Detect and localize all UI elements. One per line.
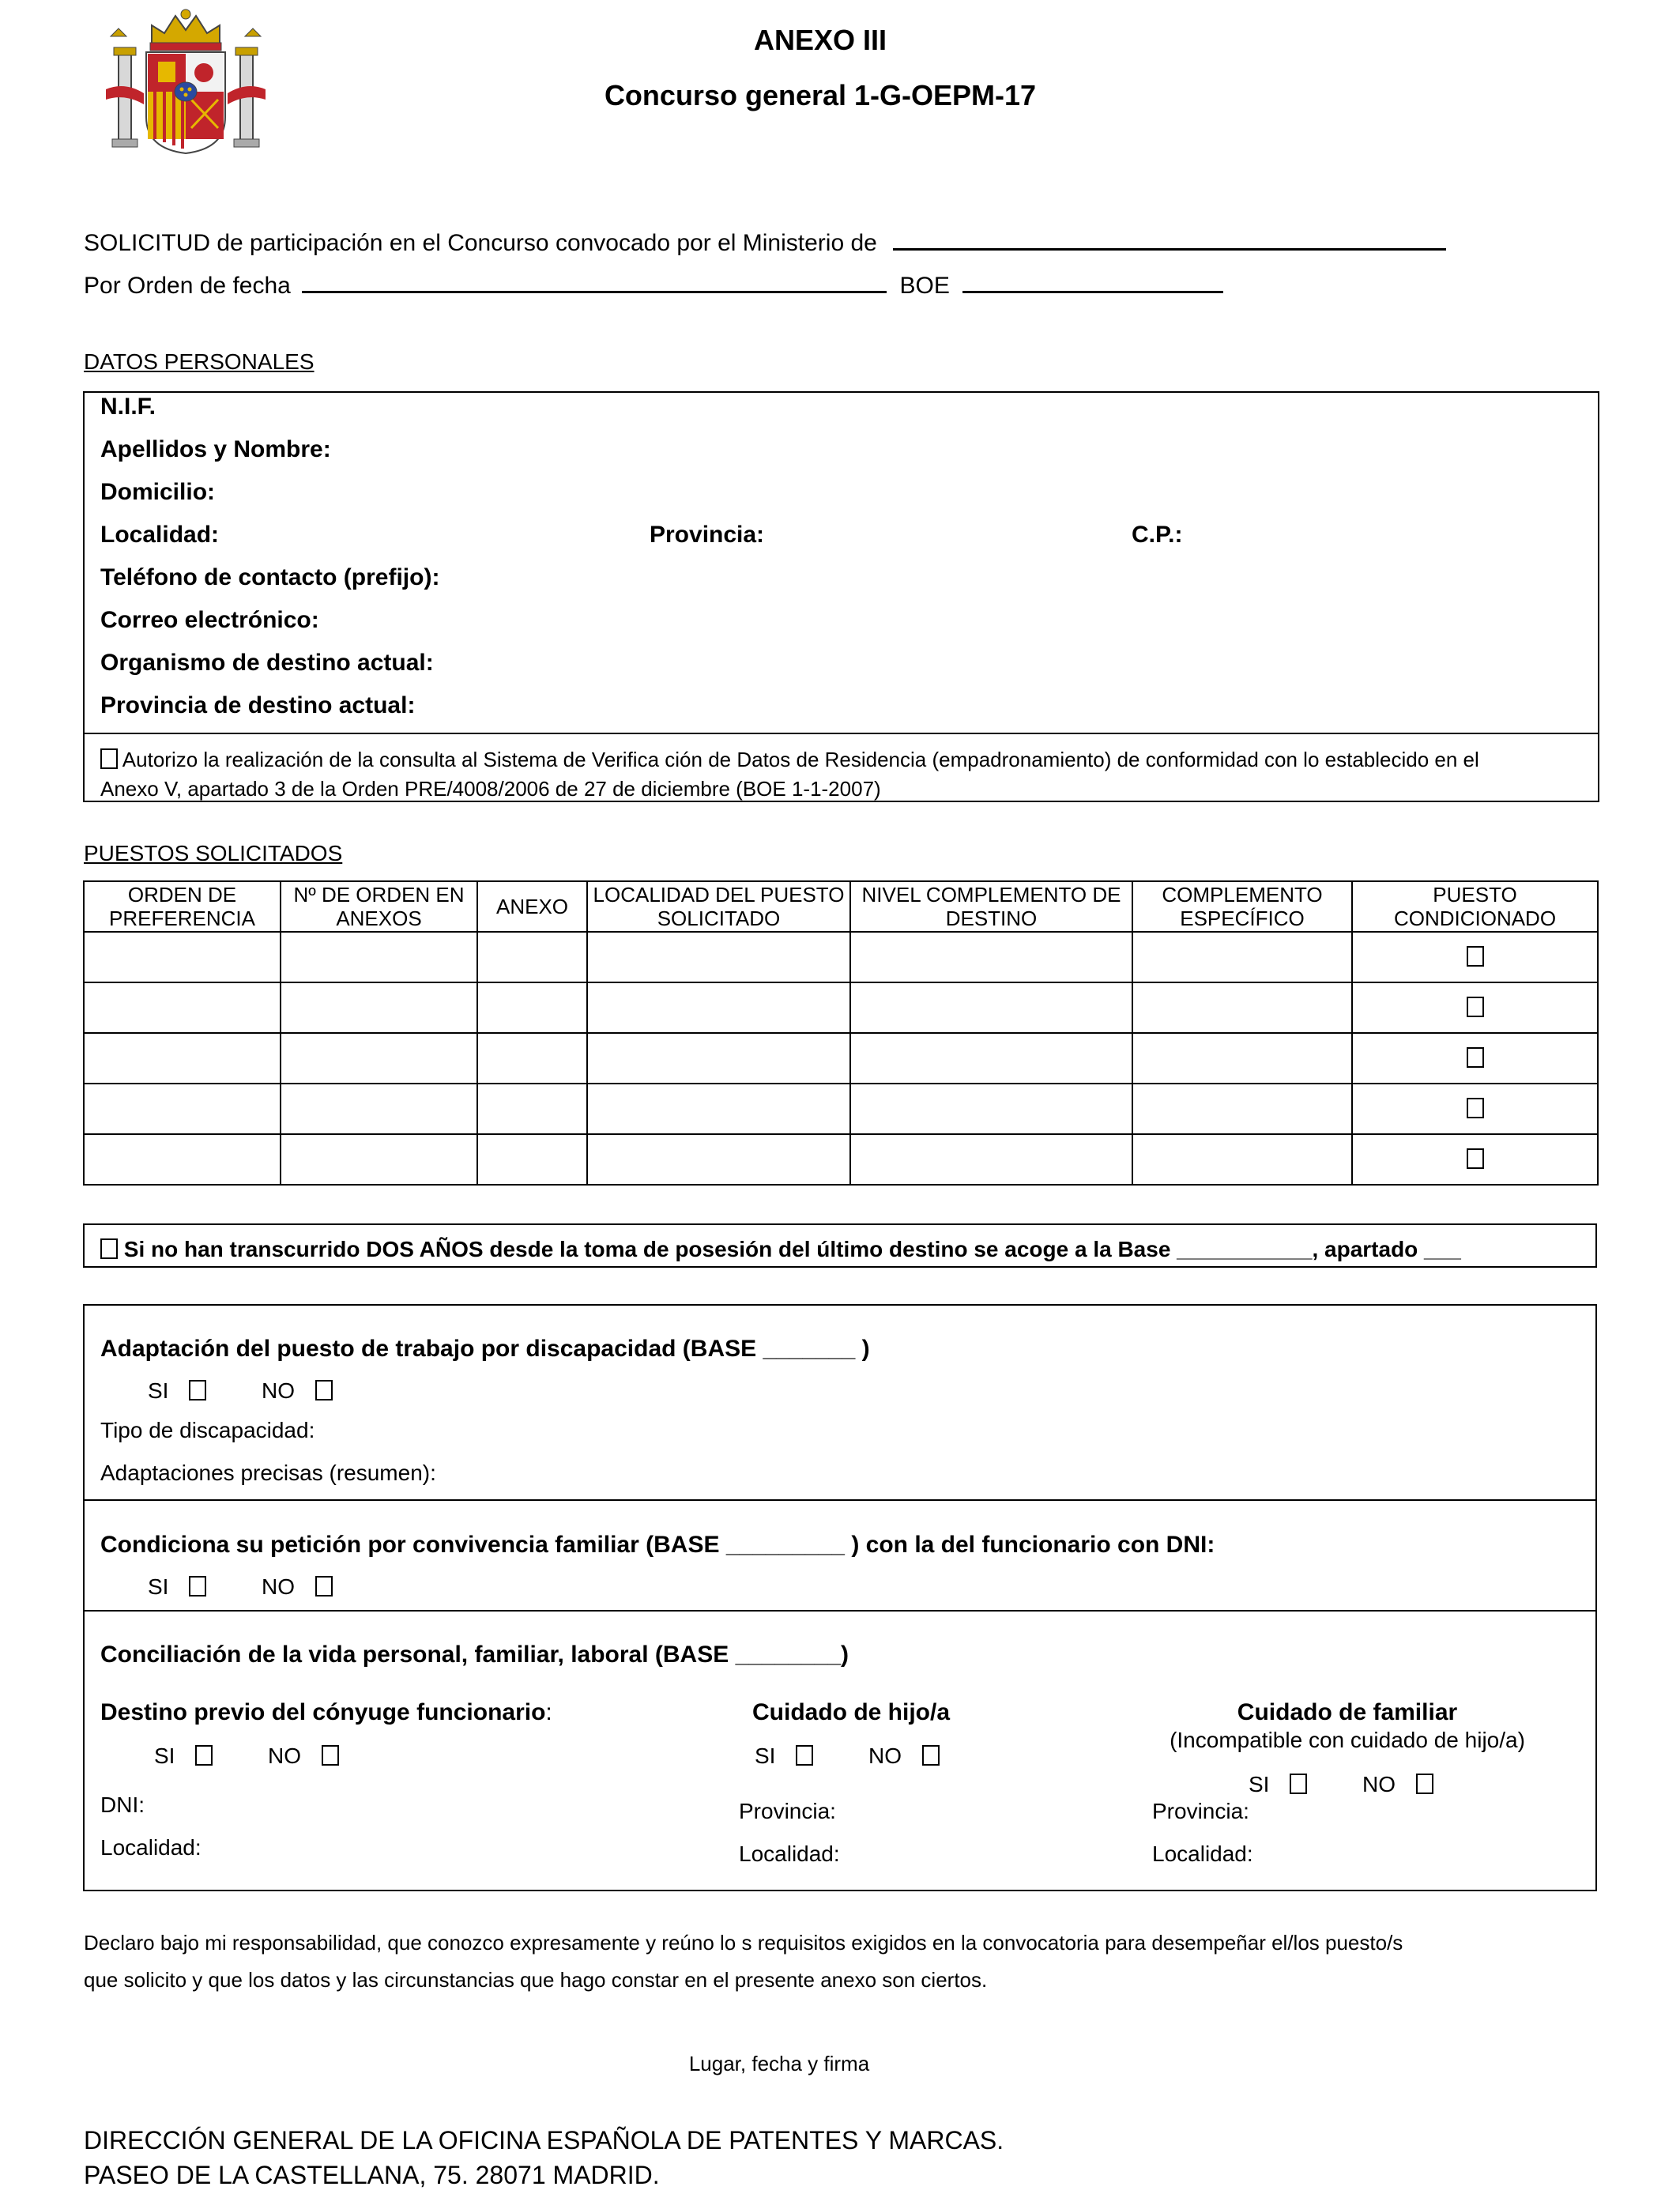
dos-anos-suffix: desde la toma de posesión del último destino se acoge a la Base ___________, apartado ___: [483, 1237, 1461, 1261]
col-complemento-especifico: COMPLEMENTO ESPECÍFICO: [1132, 881, 1352, 932]
adaptaciones-label: Adaptaciones precisas (resumen):: [100, 1461, 436, 1485]
table-cell[interactable]: [477, 1134, 587, 1185]
conyuge-dni-label: DNI:: [100, 1793, 145, 1817]
declaracion-line1: Declaro bajo mi responsabilidad, que conozco expresamente y reúno lo s requisitos exigidos en la convocatoria para desempeñar el/los puesto/s: [84, 1931, 1403, 1955]
convivencia-title: Condiciona su petición por convivencia familiar (BASE _________ ) con la del funcionario con DNI:: [100, 1532, 1215, 1558]
divider: [83, 733, 1599, 734]
orden-fecha-label: Por Orden de fecha: [84, 273, 291, 299]
table-row: [84, 932, 1598, 982]
autorizo-text: Autorizo la realización de la consulta al Sistema de Verifica ción de Datos de Residencia (empadronamiento) de conformidad con lo establecido en el: [122, 748, 1479, 771]
autorizo-checkbox[interactable]: [100, 748, 118, 769]
provincia-destino-label: Provincia de destino actual:: [100, 692, 416, 718]
convivencia-no-checkbox[interactable]: [315, 1576, 333, 1596]
adaptacion-si-checkbox[interactable]: [189, 1380, 206, 1400]
localidad-label: Localidad:: [100, 522, 220, 548]
table-header-row: [84, 881, 1598, 932]
page-subtitle: Concurso general 1-G-OEPM-17: [604, 79, 1037, 111]
convivencia-si-checkbox[interactable]: [189, 1576, 206, 1596]
table-row: [84, 982, 1598, 1033]
table-cell[interactable]: [587, 932, 850, 982]
cp-label: C.P.:: [1132, 522, 1183, 548]
condicionado-checkbox[interactable]: [1467, 997, 1484, 1017]
table-cell[interactable]: [850, 932, 1132, 982]
convivencia-options: [148, 1574, 333, 1600]
organismo-label: Organismo de destino actual:: [100, 650, 434, 676]
boe-label: BOE: [899, 273, 950, 299]
divider: [83, 1499, 1597, 1501]
condicionado-checkbox[interactable]: [1467, 1098, 1484, 1118]
table-row: [84, 1084, 1598, 1134]
adaptacion-options: [148, 1378, 333, 1404]
page-title: ANEXO III: [753, 24, 887, 56]
table-cell[interactable]: [84, 932, 281, 982]
col-nivel-complemento: NIVEL COMPLEMENTO DE DESTINO: [850, 881, 1132, 932]
familiar-no-label: NO: [1362, 1772, 1396, 1796]
domicilio-label: Domicilio:: [100, 479, 216, 505]
conyuge-options: [154, 1744, 339, 1769]
solicitud-ministerio-label: SOLICITUD de participación en el Concurso convocado por el Ministerio de: [84, 230, 877, 256]
table-cell[interactable]: [1132, 932, 1352, 982]
conyuge-no-label: NO: [268, 1744, 302, 1768]
condicionado-cell: [1352, 1084, 1598, 1134]
telefono-label: Teléfono de contacto (prefijo):: [100, 564, 440, 590]
divider: [83, 1610, 1597, 1612]
familiar-subtitle: (Incompatible con cuidado de hijo/a): [1170, 1728, 1525, 1752]
tipo-discapacidad-label: Tipo de discapacidad:: [100, 1418, 315, 1442]
table-cell[interactable]: [850, 1084, 1132, 1134]
table-cell[interactable]: [281, 982, 477, 1033]
table-cell[interactable]: [587, 982, 850, 1033]
table-cell[interactable]: [281, 1033, 477, 1084]
apellidos-label: Apellidos y Nombre:: [100, 436, 331, 462]
condicionado-cell: [1352, 982, 1598, 1033]
dos-anos-checkbox[interactable]: [100, 1238, 118, 1259]
table-cell[interactable]: [1132, 1033, 1352, 1084]
familiar-si-label: SI: [1249, 1772, 1270, 1796]
familiar-provincia-label: Provincia:: [1152, 1799, 1249, 1823]
conyuge-title: [100, 1699, 552, 1726]
table-cell[interactable]: [477, 932, 587, 982]
solicitud-line2: [84, 270, 1223, 300]
col-orden-preferencia: ORDEN DE PREFERENCIA: [84, 881, 281, 932]
footer-line1: DIRECCIÓN GENERAL DE LA OFICINA ESPAÑOLA DE PATENTES Y MARCAS.: [84, 2126, 1004, 2154]
table-cell[interactable]: [84, 1033, 281, 1084]
table-cell[interactable]: [84, 1084, 281, 1134]
adaptacion-no-label: NO: [262, 1378, 296, 1403]
table-cell[interactable]: [84, 1134, 281, 1185]
adaptacion-no-checkbox[interactable]: [315, 1380, 333, 1400]
hijo-options: [755, 1744, 940, 1769]
table-cell[interactable]: [587, 1084, 850, 1134]
footer-line2: PASEO DE LA CASTELLANA, 75. 28071 MADRID.: [84, 2161, 660, 2189]
conyuge-no-checkbox[interactable]: [322, 1745, 339, 1766]
condicionado-cell: [1352, 1033, 1598, 1084]
dos-anos-bold: DOS AÑOS: [366, 1237, 484, 1261]
table-cell[interactable]: [587, 1033, 850, 1084]
declaracion-line2: que solicito y que los datos y las circunstancias que hago constar en el presente anexo son ciertos.: [84, 1968, 988, 1992]
familiar-options: [1249, 1772, 1433, 1797]
table-cell[interactable]: [281, 1084, 477, 1134]
autorizo-line2: Anexo V, apartado 3 de la Orden PRE/4008/2006 de 27 de diciembre (BOE 1-1-2007): [100, 777, 881, 801]
hijo-title: Cuidado de hijo/a: [752, 1699, 951, 1725]
condicionado-checkbox[interactable]: [1467, 1148, 1484, 1169]
datos-personales-heading: DATOS PERSONALES: [84, 349, 315, 374]
col-anexo: ANEXO: [477, 881, 587, 932]
table-cell[interactable]: [850, 1134, 1132, 1185]
hijo-si-label: SI: [755, 1744, 776, 1768]
familiar-localidad-label: Localidad:: [1152, 1842, 1253, 1866]
table-cell[interactable]: [281, 1134, 477, 1185]
convivencia-no-label: NO: [262, 1574, 296, 1599]
nif-label: N.I.F.: [100, 394, 156, 420]
firma-label: Lugar, fecha y firma: [688, 2052, 870, 2075]
conciliacion-title: Conciliación de la vida personal, familiar, laboral (BASE ________): [100, 1642, 849, 1668]
condicionado-checkbox[interactable]: [1467, 1047, 1484, 1068]
col-puesto-condicionado: PUESTO CONDICIONADO: [1352, 881, 1598, 932]
table-cell[interactable]: [850, 982, 1132, 1033]
dos-anos-line: [100, 1237, 1461, 1262]
puestos-heading: PUESTOS SOLICITADOS: [84, 841, 343, 865]
orden-fecha-field[interactable]: [302, 270, 887, 293]
solicitud-line1: [84, 228, 1446, 257]
table-row: [84, 1134, 1598, 1185]
table-cell[interactable]: [281, 932, 477, 982]
conyuge-si-label: SI: [154, 1744, 175, 1768]
familiar-no-checkbox[interactable]: [1416, 1774, 1433, 1794]
correo-label: Correo electrónico:: [100, 607, 319, 633]
col-num-orden: Nº DE ORDEN EN ANEXOS: [281, 881, 477, 932]
hijo-no-label: NO: [868, 1744, 902, 1768]
autorizo-line1: [100, 748, 1479, 772]
condicionado-cell: [1352, 1134, 1598, 1185]
hijo-provincia-label: Provincia:: [739, 1799, 836, 1823]
ministerio-field[interactable]: [893, 228, 1446, 251]
table-cell[interactable]: [587, 1134, 850, 1185]
table-cell[interactable]: [477, 982, 587, 1033]
conyuge-title-colon: :: [545, 1699, 552, 1725]
boe-field[interactable]: [962, 270, 1223, 293]
convivencia-si-label: SI: [148, 1574, 169, 1599]
adaptacion-title: Adaptación del puesto de trabajo por discapacidad (BASE _______ ): [100, 1336, 870, 1362]
conyuge-si-checkbox[interactable]: [195, 1745, 213, 1766]
dos-anos-prefix: Si no han transcurrido: [123, 1237, 367, 1261]
table-cell[interactable]: [477, 1084, 587, 1134]
puestos-table: [83, 880, 1599, 1186]
conyuge-localidad-label: Localidad:: [100, 1835, 202, 1860]
hijo-si-checkbox[interactable]: [796, 1745, 813, 1766]
table-cell[interactable]: [1132, 1134, 1352, 1185]
col-localidad: LOCALIDAD DEL PUESTO SOLICITADO: [587, 881, 850, 932]
adaptacion-si-label: SI: [148, 1378, 169, 1403]
condicionado-cell: [1352, 932, 1598, 982]
familiar-si-checkbox[interactable]: [1290, 1774, 1307, 1794]
table-cell[interactable]: [477, 1033, 587, 1084]
table-cell[interactable]: [84, 982, 281, 1033]
table-cell[interactable]: [1132, 982, 1352, 1033]
table-cell[interactable]: [1132, 1084, 1352, 1134]
hijo-no-checkbox[interactable]: [922, 1745, 940, 1766]
conyuge-title-text: Destino previo del cónyuge funcionario: [100, 1699, 546, 1725]
provincia-label: Provincia:: [650, 522, 765, 548]
familiar-title: Cuidado de familiar: [1237, 1699, 1458, 1725]
table-row: [84, 1033, 1598, 1084]
hijo-localidad-label: Localidad:: [739, 1842, 840, 1866]
condicionado-checkbox[interactable]: [1467, 946, 1484, 967]
table-cell[interactable]: [850, 1033, 1132, 1084]
